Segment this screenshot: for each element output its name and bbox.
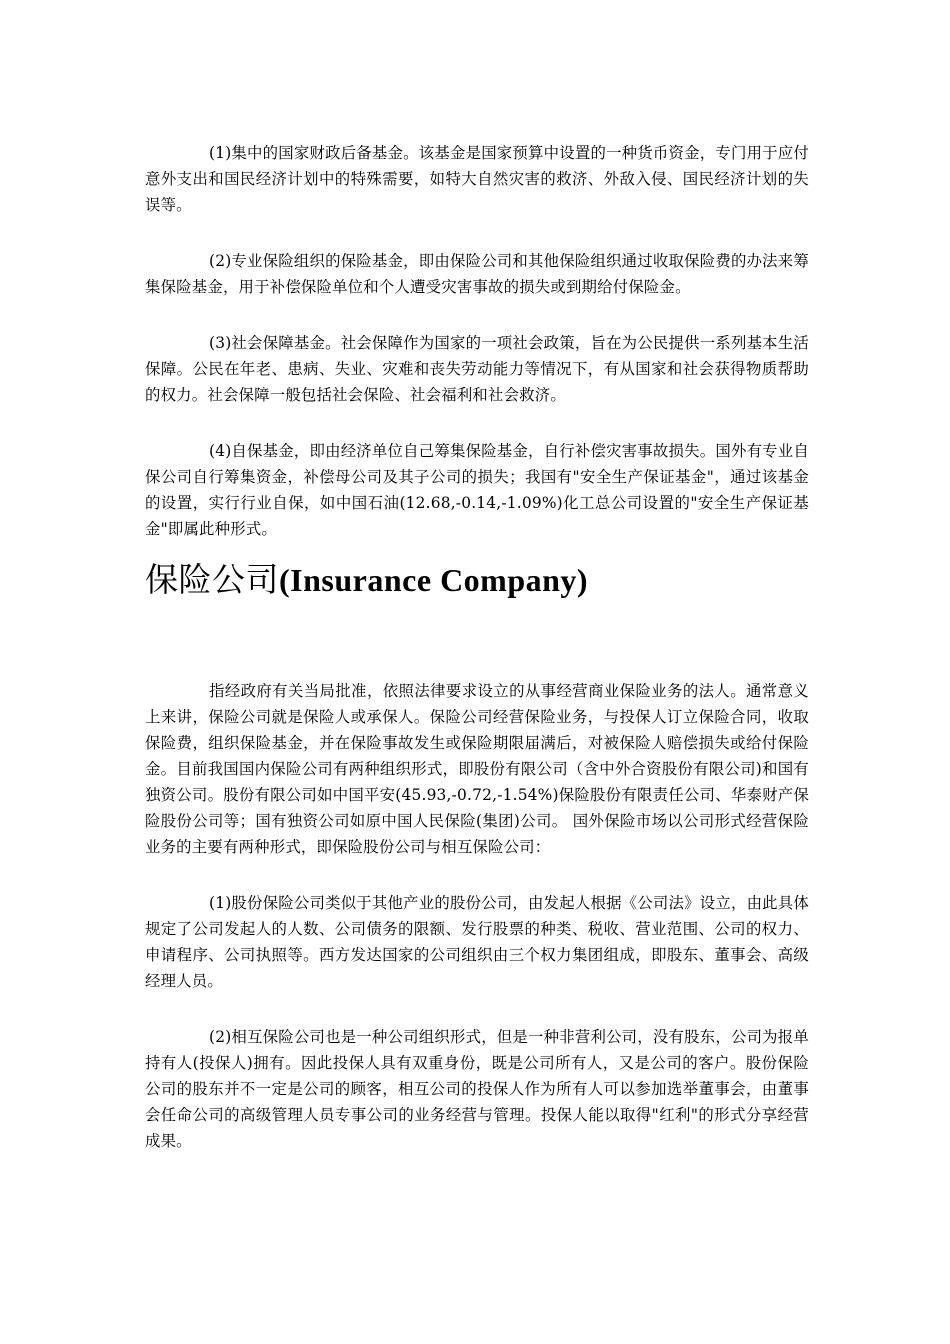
paragraph-insurance-organization-fund: (2)专业保险组织的保险基金，即由保险公司和其他保险组织通过收取保险费的办法来筹集保险基金，用于补偿保险单位和个人遭受灾害事故的损失或到期给付保险金。 bbox=[145, 252, 809, 296]
insurance-company-section bbox=[145, 678, 809, 1154]
document-body bbox=[145, 140, 809, 1154]
paragraph-self-insurance-fund: (4)自保基金，即由经济单位自己筹集保险基金，自行补偿灾害事故损失。国外有专业自保公司自行筹集资金，补偿母公司及其子公司的损失；我国有"安全生产保证基金"，通过该基金的设置，实行行业自保，如中国石油(12.68,-0.14,-1.09%)化工总公司设置的"安全生产保证基金"即属此种形式。 bbox=[145, 442, 809, 538]
paragraph-stock-insurance-company: (1)股份保险公司类似于其他产业的股份公司，由发起人根据《公司法》设立，由此具体规定了公司发起人的人数、公司债务的限额、发行股票的种类、税收、营业范围、公司的权力、申请程序、公司执照等。西方发达国家的公司组织由三个权力集团组成，即股东、董事会、高级经理人员。 bbox=[145, 894, 809, 990]
paragraph-company-definition: 指经政府有关当局批准，依照法律要求设立的从事经营商业保险业务的法人。通常意义上来讲，保险公司就是保险人或承保人。保险公司经营保险业务，与投保人订立保险合同，收取保险费，组织保险基金，并在保险事故发生或保险期限届满后，对被保险人赔偿损失或给付保险金。目前我国国内保险公司有两种组织形式，即股份有限公司（含中外合资股份有限公司)和国有独资公司。股份有限公司如中国平安(45.93,-0.72,-1.54%)保险股份有限责任公司、华泰财产保险股份公司等；国有独资公司如原中国人民保险(集团)公司。 国外保险市场以公司形式经营保险业务的主要有两种形式，即保险股份公司与相互保险公司： bbox=[145, 682, 809, 856]
paragraph-social-security-fund: (3)社会保障基金。社会保障作为国家的一项社会政策，旨在为公民提供一系列基本生活保障。公民在年老、患病、失业、灾难和丧失劳动能力等情况下，有从国家和社会获得物质帮助的权力。社会保障一般包括社会保险、社会福利和社会救济。 bbox=[145, 334, 809, 404]
fund-types-section bbox=[145, 140, 809, 542]
paragraph-mutual-insurance-company: (2)相互保险公司也是一种公司组织形式，但是一种非营利公司，没有股东，公司为报单持有人(投保人)拥有。因此投保人具有双重身份，既是公司所有人，又是公司的客户。股份保险公司的股东并不一定是公司的顾客，相互公司的投保人作为所有人可以参加选举董事会，由董事会任命公司的高级管理人员专事公司的业务经营与管理。投保人能以取得"红利"的形式分享经营成果。 bbox=[145, 1028, 809, 1150]
heading-en: (Insurance Company) bbox=[279, 562, 589, 598]
paragraph-national-reserve-fund: (1)集中的国家财政后备基金。该基金是国家预算中设置的一种货币资金，专门用于应付意外支出和国民经济计划中的特殊需要，如特大自然灾害的救济、外敌入侵、国民经济计划的失误等。 bbox=[145, 144, 809, 214]
section-heading bbox=[145, 560, 809, 600]
heading-zh: 保险公司 bbox=[145, 560, 279, 599]
